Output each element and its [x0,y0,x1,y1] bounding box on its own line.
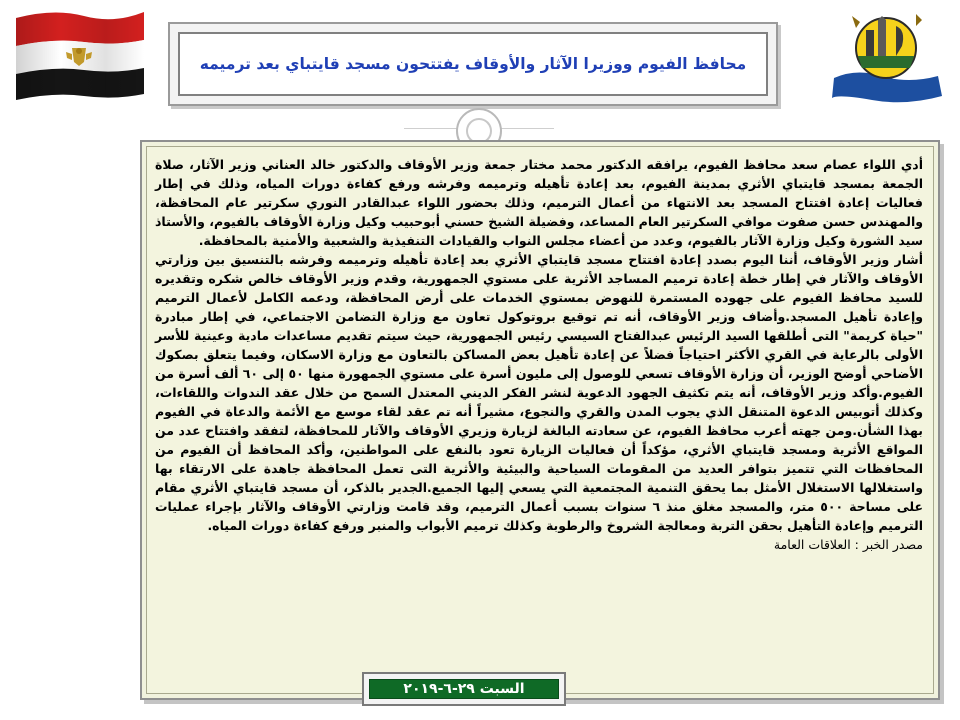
governorate-logo [826,6,948,106]
article-paragraph-1: أدي اللواء عصام سعد محافظ الفيوم، يرافقه الدكتور محمد مختار جمعة وزير الأوقاف والدكتور خالد العناني وزير الآثار، صلاة الجمعة بمسجد قايتباي الأثري بمدينة الفيوم، بعد إعادة تأهيله وترميمه وفرشه ورفع كفاءة دورات المياه، وذلك في إطار فعاليات إعادة افتتاح المسجد بعد الانتهاء من أعمال الترميم، وذلك بحضور اللواء عبدالقادر النوري سكرتير عام المحافظة، والمهندس حسن صفوت موافي السكرتير العام المساعد، وفضيلة الشيخ حسني أبوحبيب وكيل وزارة الأوقاف بالفيوم، والأستاذ سيد الشورة وكيل وزارة الآثار بالفيوم، وعدد من أعضاء مجلس النواب والقيادات التنفيذية والشعبية والأمنية بالمحافظة. [155,157,923,248]
page-title: محافظ الفيوم ووزيرا الآثار والأوقاف يفتتحون مسجد قايتباي بعد ترميمه [199,55,747,73]
date-label: السبت ٢٩-٦-٢٠١٩ [403,681,525,697]
egypt-flag [14,8,146,100]
article-frame [140,140,940,700]
date-badge-inner [369,679,559,699]
title-banner [168,22,778,106]
article-body [155,155,923,554]
date-badge [362,672,566,706]
article-source: مصدر الخبر : العلاقات العامة [773,537,923,552]
fayoum-governorate-logo-icon [826,6,948,106]
egypt-flag-icon [14,8,146,100]
title-banner-inner [178,32,768,96]
article-paragraph-2: أشار وزير الأوقاف، أننا اليوم بصدد إعادة افتتاح مسجد قايتباي الأثري بعد إعادة تأهيله وترميمه وفرشه بالتنسيق بين وزارتي الأوقاف والآثار في إطار خطة إعادة ترميم المساجد الأثرية على مستوي الجمهورية، وقدم وزير الأوقاف خالص شكره وتقديره للسيد محافظ الفيوم على جهوده المستمرة للنهوض بمستوي الخدمات على أرض المحافظة، ودعمه الكامل لأعمال الترميم وإعادة تأهيل المسجد.وأضاف وزير الأوقاف، أنه تم توقيع بروتوكول تعاون مع وزارة التضامن الاجتماعي، في إطار مبادرة "حياة كريمة" التى أطلقها السيد الرئيس عبدالفتاح السيسي رئيس الجمهورية، حيث سيتم تقديم مساعدات مادية وعينية للأسر الأولى بالرعاية في القري الأكثر احتياجاً فضلاً عن إعادة تأهيل بعض المساكن بالتعاون مع وزارة الاسكان، وفيما يتعلق بصكوك الأضاحي أوضح الوزير، أن وزارة الأوقاف تسعي للوصول إلى مليون أسرة على مستوي الجمهورة منها ٥٠ إلى ٦٠ ألف أسرة من الفيوم.وأكد وزير الأوقاف، أنه يتم تكثيف الجهود الدعوية لنشر الفكر الديني المعتدل السمح من خلال عقد الندوات واللقاءات، وكذلك أتوبيس الدعوة المتنقل الذي يجوب المدن والقري والنجوع، مشيراً أنه تم عقد لقاء موسع مع الأئمة والدعاة في الفيوم بهذا الشأن.ومن جهته أعرب محافظ الفيوم، عن سعادته البالغة لزيارة وزيري الأوقاف والآثار للمحافظة، لتفقد وافتتاح عدد من المواقع الأثرية ومسجد قايتباي الأثري، مؤكداً أن فعاليات الزيارة تعود بالنفع على المواطنين، وأكد المحافظ أن الفيوم من المحافظات التي تتميز بتوافر العديد من المقومات السياحية والبيئية والأثرية التى تعمل المحافظة جاهدة على الارتقاء بها واستغلالها الاستغلال الأمثل بما يحقق التنمية المجتمعية التي يسعي إليها الجميع.الجدير بالذكر، أن مسجد قايتباي الأثري مقام على مساحة ٥٠٠ متر، والمسجد مغلق منذ ٦ سنوات بسبب أعمال الترميم، وقد قامت وزارتي الأوقاف والآثار بإجراء عمليات الترميم وإعادة التأهيل بحقن التربة ومعالجة الشروخ والرطوبة وكذلك ترميم الأبواب والمنبر ورفع كفاءة دورات المياه. [155,252,924,533]
article-inner [146,146,934,694]
